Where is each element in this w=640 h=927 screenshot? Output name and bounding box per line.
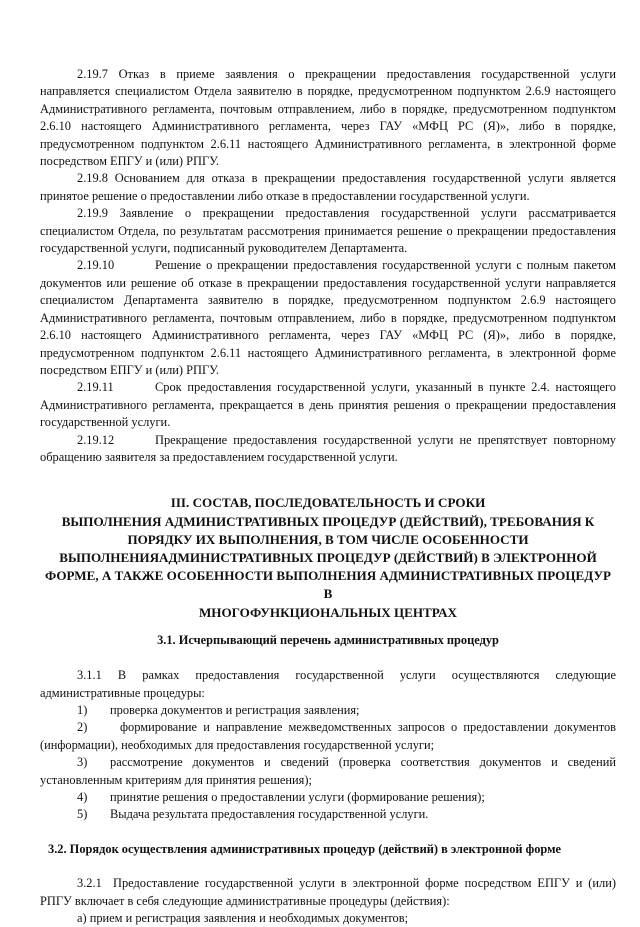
heading-line: ВЫПОЛНЕНИЯ АДМИНИСТРАТИВНЫХ ПРОЦЕДУР (ДЕЙСТВИЙ), ТРЕБОВАНИЯ К <box>61 513 595 529</box>
list-number: 5) <box>77 807 88 822</box>
subsection-3-1-title: 3.1. Исчерпывающий перечень административных процедур <box>157 632 499 647</box>
paragraph-2-19-12 <box>40 432 616 467</box>
heading-line: ПОРЯДКУ ИХ ВЫПОЛНЕНИЯ, В ТОМ ЧИСЛЕ ОСОБЕННОСТИ <box>127 531 529 547</box>
clause-number: 2.19.10 <box>77 258 115 273</box>
list-item <box>40 789 616 806</box>
list-text: проверка документов и регистрация заявления; <box>110 702 360 717</box>
list-text: принятие решения о предоставлении услуги (формирование решения); <box>110 790 485 805</box>
list-text: Выдача результата предоставления государственной услуги. <box>110 807 429 822</box>
clause-number: 2.19.12 <box>77 432 115 447</box>
paragraph-2-19-10 <box>40 257 616 379</box>
clause-text: Прекращение предоставления государственной услуги не препятствует повторному обращению заявителя за предоставлением государственной услуги. <box>40 432 616 464</box>
list-item <box>40 754 616 789</box>
list-item <box>40 806 616 823</box>
paragraph-2-19-7: 2.19.7 Отказ в приеме заявления о прекращении предоставления государственной услуги направляется специалистом Отдела заявителю в порядке, предусмотренном подпунктом 2.6.9 настоящего Административного регламента, почтовым отправлением, либо в порядке, предусмотренном подпунктом 2.6.10 настоящего Административного регламента, через ГАУ «МФЦ РС (Я)», либо в порядке, предусмотренном подпунктом 2.6.11 настоящего Административного регламента, в электронной форме посредством ЕПГУ и (или) РПГУ. <box>40 67 616 169</box>
clause-number: 2.19.11 <box>77 380 114 395</box>
heading-line: ФОРМЕ, А ТАКЖЕ ОСОБЕННОСТИ ВЫПОЛНЕНИЯ АДМИНИСТРАТИВНЫХ ПРОЦЕДУР В <box>44 568 612 602</box>
list-item <box>40 719 616 754</box>
list-number: 3) <box>77 755 88 770</box>
clause-text: Предоставление государственной услуги в электронной форме посредством ЕПГУ и (или) РПГУ включает в себя следующие административные процедуры (действия): <box>40 876 616 908</box>
paragraph-3-1-1: 3.1.1 В рамках предоставления государственной услуги осуществляются следующие административные процедуры: <box>40 668 616 700</box>
heading-line: МНОГОФУНКЦИОНАЛЬНЫХ ЦЕНТРАХ <box>198 604 458 620</box>
clause-number: 3.2.1 <box>77 876 102 891</box>
heading-line: ВЫПОЛНЕНИЯАДМИНИСТРАТИВНЫХ ПРОЦЕДУР (ДЕЙСТВИЙ) В ЭЛЕКТРОННОЙ <box>59 549 597 565</box>
list-text: рассмотрение документов и сведений (проверка соответствия документов и сведений установленным критериям для принятия решения); <box>40 755 616 787</box>
list-text: формирование и направление межведомственных запросов о предоставлении документов (информации), необходимых для предоставления государственной услуги; <box>40 720 616 752</box>
clause-text: Решение о прекращении предоставления государственной услуги с полным пакетом документов или решение об отказе в прекращении предоставления государственной услуги направляется специалистом Департамента заявителю в порядке, предусмотренном подпунктом 2.6.9 настоящего Административного регламента, почтовым отправлением, либо в порядке, предусмотренном подпунктом 2.6.10 настоящего Административного регламента, через ГАУ «МФЦ РС (Я)», либо в порядке, предусмотренном подпунктом 2.6.11 настоящего Административного регламента, в электронной форме посредством ЕПГУ и (или) РПГУ. <box>40 258 616 377</box>
section-3-heading <box>40 494 616 621</box>
list-number: 1) <box>77 702 88 717</box>
paragraph-2-19-9: 2.19.9 Заявление о прекращении предоставления государственной услуги рассматривается специалистом Отдела, по результатам рассмотрения принимается решение о прекращении предоставления государственной услуги, подписанный руководителем Департамента. <box>40 206 616 256</box>
list-number: 4) <box>77 790 88 805</box>
clause-text: Срок предоставления государственной услуги, указанный в пункте 2.4. настоящего Административного регламента, прекращается в день принятия решения о прекращении предоставления государственной услуги. <box>40 380 616 430</box>
list-item-a: а) прием и регистрация заявления и необходимых документов; <box>77 911 409 926</box>
paragraph-2-19-8: 2.19.8 Основанием для отказа в прекращении предоставления государственной услуги является принятое решение о предоставлении либо отказе в предоставлении государственной услуги. <box>40 171 616 203</box>
paragraph-2-19-11 <box>40 379 616 431</box>
document-page <box>40 66 616 927</box>
subsection-3-2-title: 3.2. Порядок осуществления административных процедур (действий) в электронной форме <box>48 841 562 856</box>
list-number: 2) <box>77 720 88 735</box>
heading-line: III. СОСТАВ, ПОСЛЕДОВАТЕЛЬНОСТЬ И СРОКИ <box>170 495 486 511</box>
list-item <box>40 702 616 719</box>
